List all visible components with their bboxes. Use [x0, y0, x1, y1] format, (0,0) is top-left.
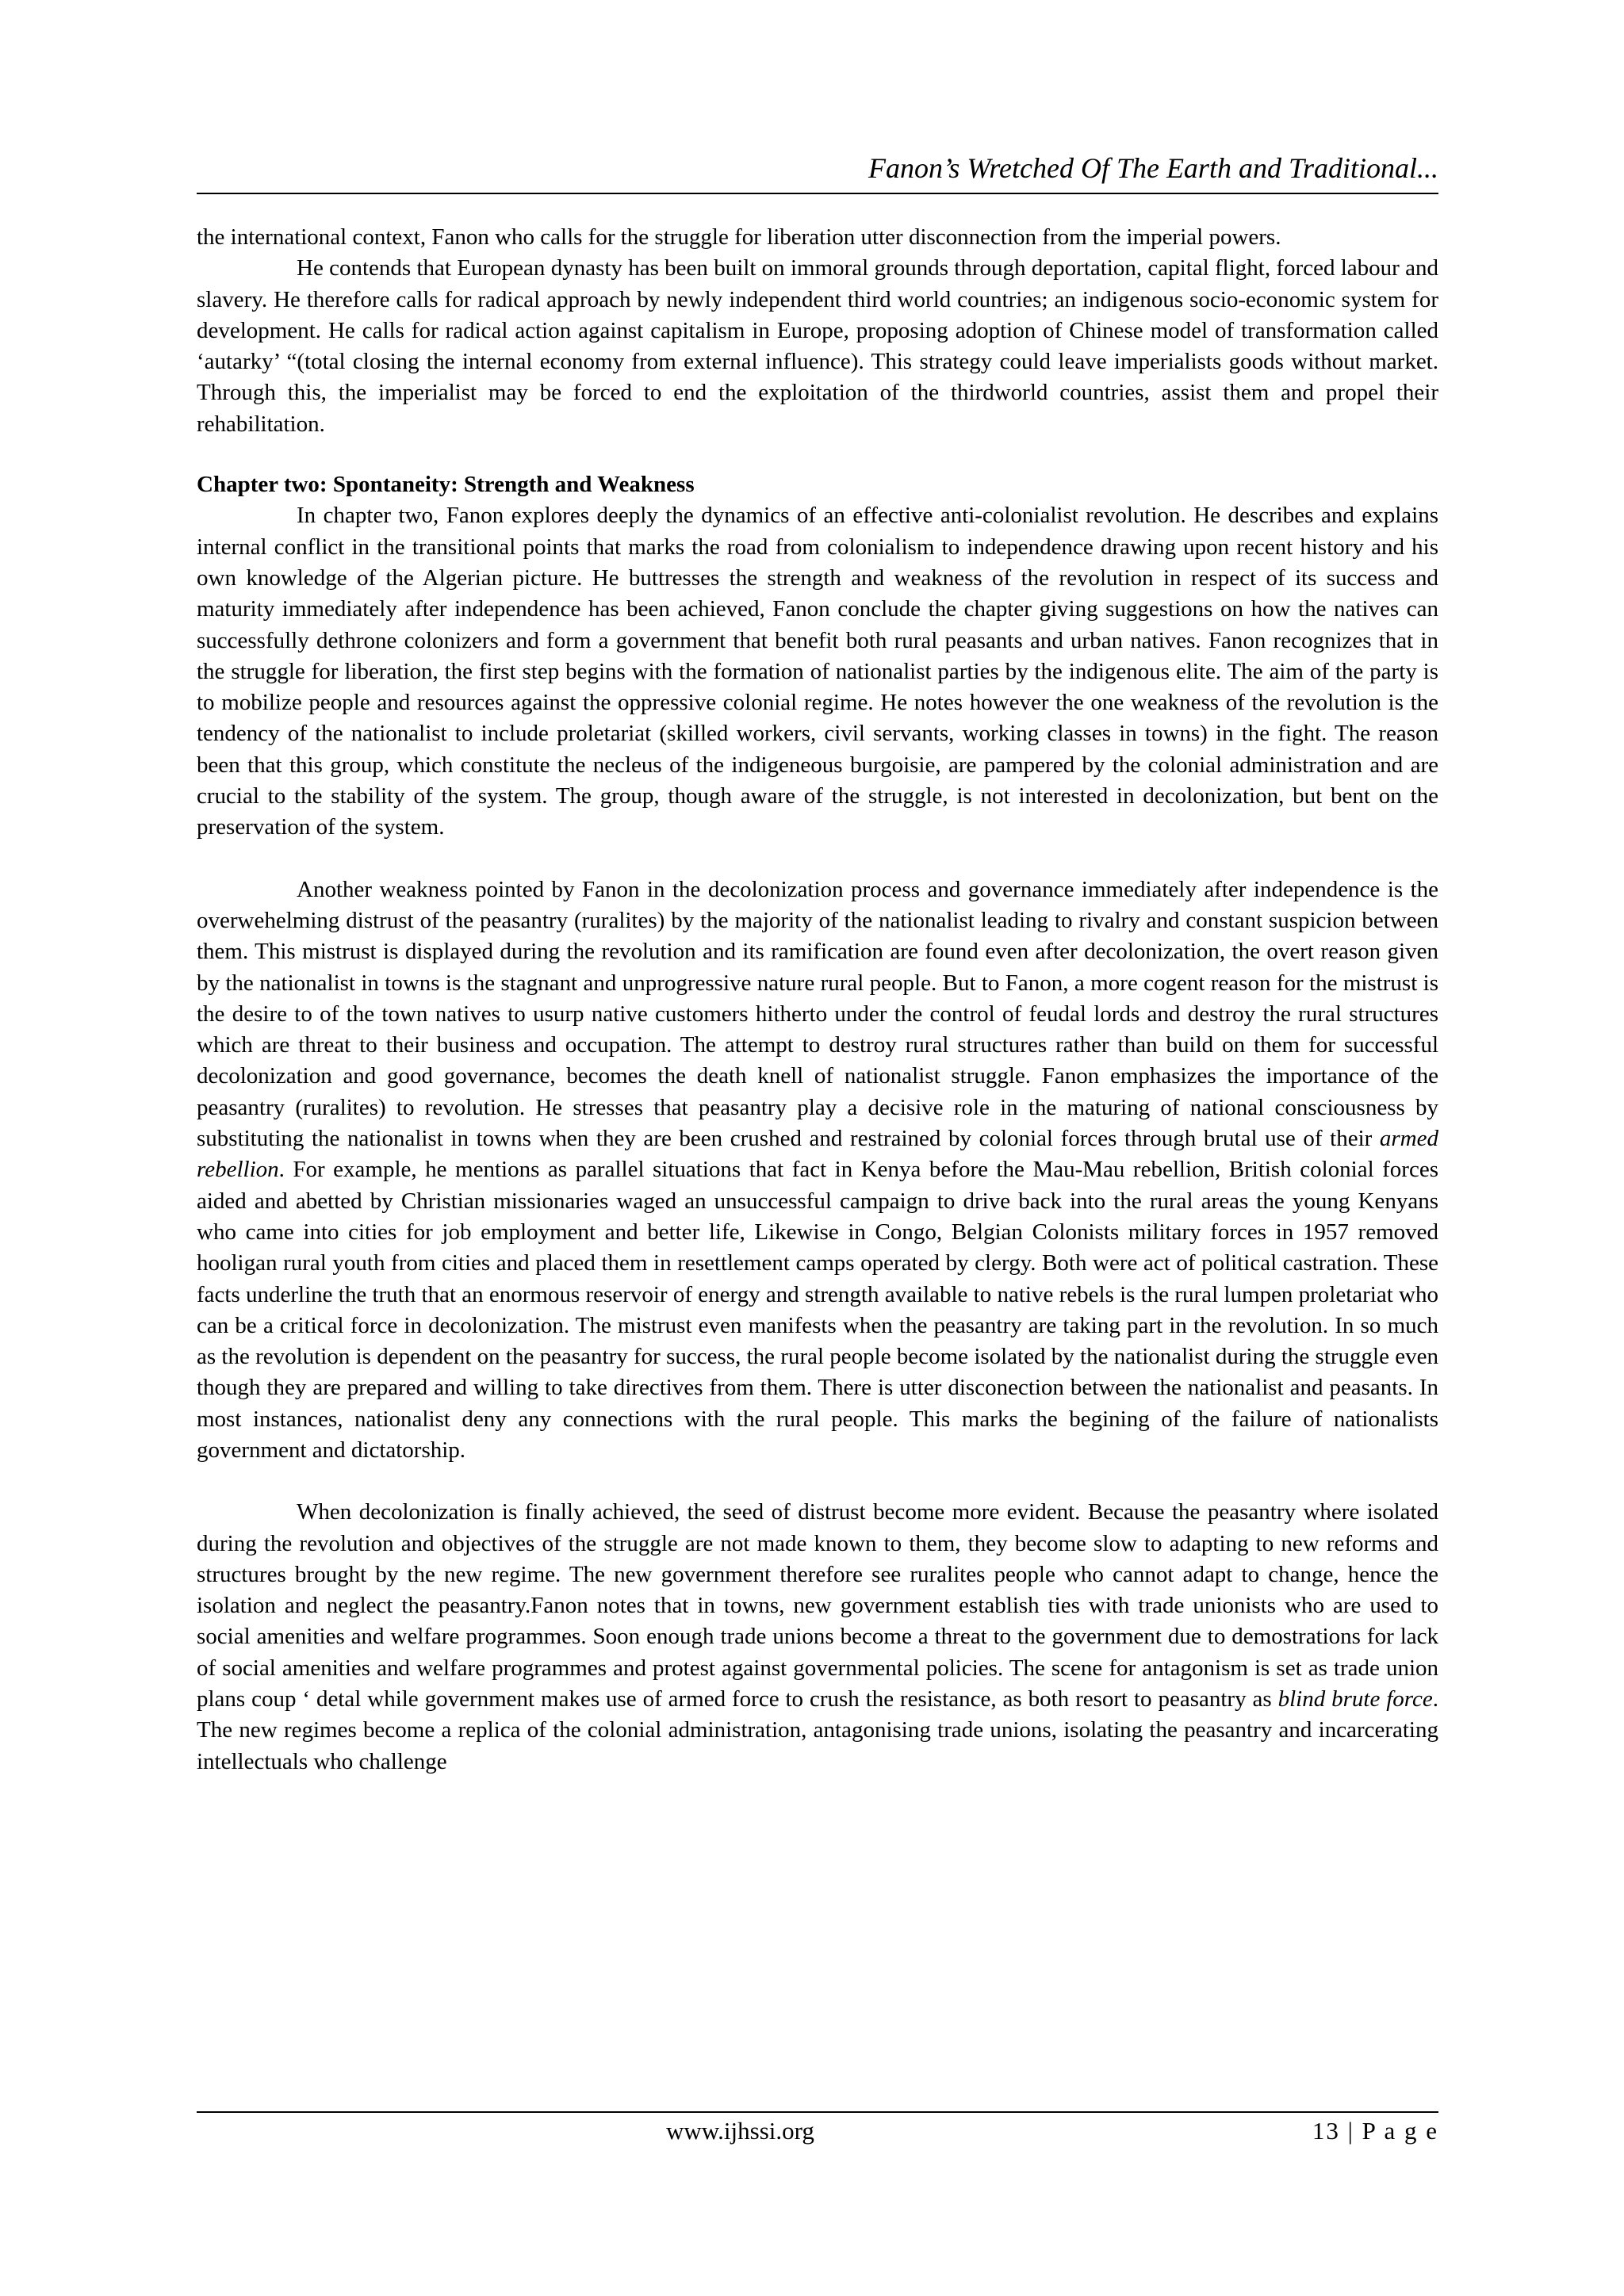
section-heading: Chapter two: Spontaneity: Strength and Weakness — [197, 472, 695, 498]
paragraph-european-dynasty: He contends that European dynasty has been built on immoral grounds through deportation, capital flight, forced labour and slavery. He therefore calls for radical approach by newly independent third world countries; an indigenous socio-economic system for development. He calls for radical action against capitalism in Europe, proposing adoption of Chinese model of transformation called ‘autarky’ “(total closing the internal economy from external influence). This strategy could leave imperialists goods without market. Through this, the imperialist may be forced to end the exploitation of the thirdworld countries, assist them and propel their rehabilitation. — [197, 255, 1438, 437]
footer-page-number: 13 | P a g e — [1312, 2117, 1438, 2145]
header-rule — [197, 193, 1438, 194]
paragraph-decolonization-achieved — [197, 1497, 1438, 1777]
paragraph-text: When decolonization is finally achieved, the seed of distrust become more evident. Because the peasantry where isolated during the revolution and objectives of the struggle are not made known to them, they become slow to adapting to new reforms and structures brought by the new regime. The new government therefore see ruralites people who cannot adapt to change, hence the isolation and neglect the peasantry.Fanon notes that in towns, new government establish ties with trade unionists who are used to social amenities and welfare programmes. Soon enough trade unions become a threat to the government due to demostrations for lack of social amenities and welfare programmes and protest against governmental policies. The scene for antagonism is set as trade union plans coup ‘ detal while government makes use of armed force to crush the resistance, as both resort to peasantry as — [197, 1499, 1438, 1712]
article-body — [197, 222, 1438, 1777]
paragraph-text: Another weakness pointed by Fanon in the decolonization process and governance immediately after independence is the overwehelming distrust of the peasantry (ruralites) by the majority of the nationalist leading to rivalry and constant suspicion between them. This mistrust is displayed during the revolution and its ramification are found even after decolonization, the overt reason given by the nationalist in towns is the stagnant and unprogressive nature rural people. But to Fanon, a more cogent reason for the mistrust is the desire to of the town natives to usurp native customers hitherto under the control of feudal lords and destroy the rural structures which are threat to their business and occupation. The attempt to destroy rural structures rather than build on them for successful decolonization and good governance, becomes the death knell of nationalist struggle. Fanon emphasizes the importance of the peasantry (ruralites) to revolution. He stresses that peasantry play a decisive role in the maturing of national consciousness by substituting the nationalist in towns when they are been crushed and restrained by colonial forces through brutal use of their — [197, 876, 1438, 1152]
paragraph-weakness-peasantry — [197, 874, 1438, 1467]
paragraph-text: . For example, he mentions as parallel situations that fact in Kenya before the Mau-Mau rebellion, British colonial forces aided and abetted by Christian missionaries waged an unsuccessful campaign to drive back into the rural areas the young Kenyans who came into cities for job employment and better life, Likewise in Congo, Belgian Colonists military forces in 1957 removed hooligan rural youth from cities and placed them in resettlement camps operated by clergy. Both were act of political castration. These facts underline the truth that an enormous reservoir of energy and strength available to native rebels is the rural lumpen proletariat who can be a critical force in decolonization. The mistrust even manifests when the peasantry are taking part in the revolution. In so much as the revolution is dependent on the peasantry for success, the rural people become isolated by the nationalist during the struggle even though they are prepared and willing to take directives from them. There is utter disconection between the nationalist and peasants. In most instances, nationalist deny any connections with the rural people. This marks the begining of the failure of nationalists government and dictatorship. — [197, 1157, 1438, 1463]
emphasis-text: blind brute force — [1277, 1686, 1433, 1712]
paragraph-text: . The new regimes become a replica of the colonial administration, antagonising trade unions, isolating the peasantry and incarcerating intellectuals who challenge — [197, 1686, 1438, 1774]
footer-website: www.ijhssi.org — [666, 2117, 814, 2145]
running-header-title: Fanon’s Wretched Of The Earth and Traditional... — [868, 152, 1438, 184]
paragraph-continued: the international context, Fanon who calls for the struggle for liberation utter disconnection from the imperial powers. — [197, 224, 1281, 250]
paragraph-chapter-two: In chapter two, Fanon explores deeply the dynamics of an effective anti-colonialist revolution. He describes and explains internal conflict in the transitional points that marks the road from colonialism to independence drawing upon recent history and his own knowledge of the Algerian picture. He buttresses the strength and weakness of the revolution in respect of its success and maturity immediately after independence has been achieved, Fanon conclude the chapter giving suggestions on how the natives can successfully dethrone colonizers and form a government that benefit both rural peasants and urban natives. Fanon recognizes that in the struggle for liberation, the first step begins with the formation of nationalist parties by the indigenous elite. The aim of the party is to mobilize people and resources against the oppressive colonial regime. He notes however the one weakness of the revolution is the tendency of the nationalist to include proletariat (skilled workers, civil servants, working classes in towns) in the fight. The reason been that this group, which constitute the necleus of the indigeneous burgoisie, are pampered by the colonial administration and are crucial to the stability of the system. The group, though aware of the struggle, is not interested in decolonization, but bent on the preservation of the system. — [197, 503, 1438, 840]
footer-rule — [197, 2111, 1438, 2113]
emphasis-text: armed rebellion — [197, 1126, 1438, 1183]
